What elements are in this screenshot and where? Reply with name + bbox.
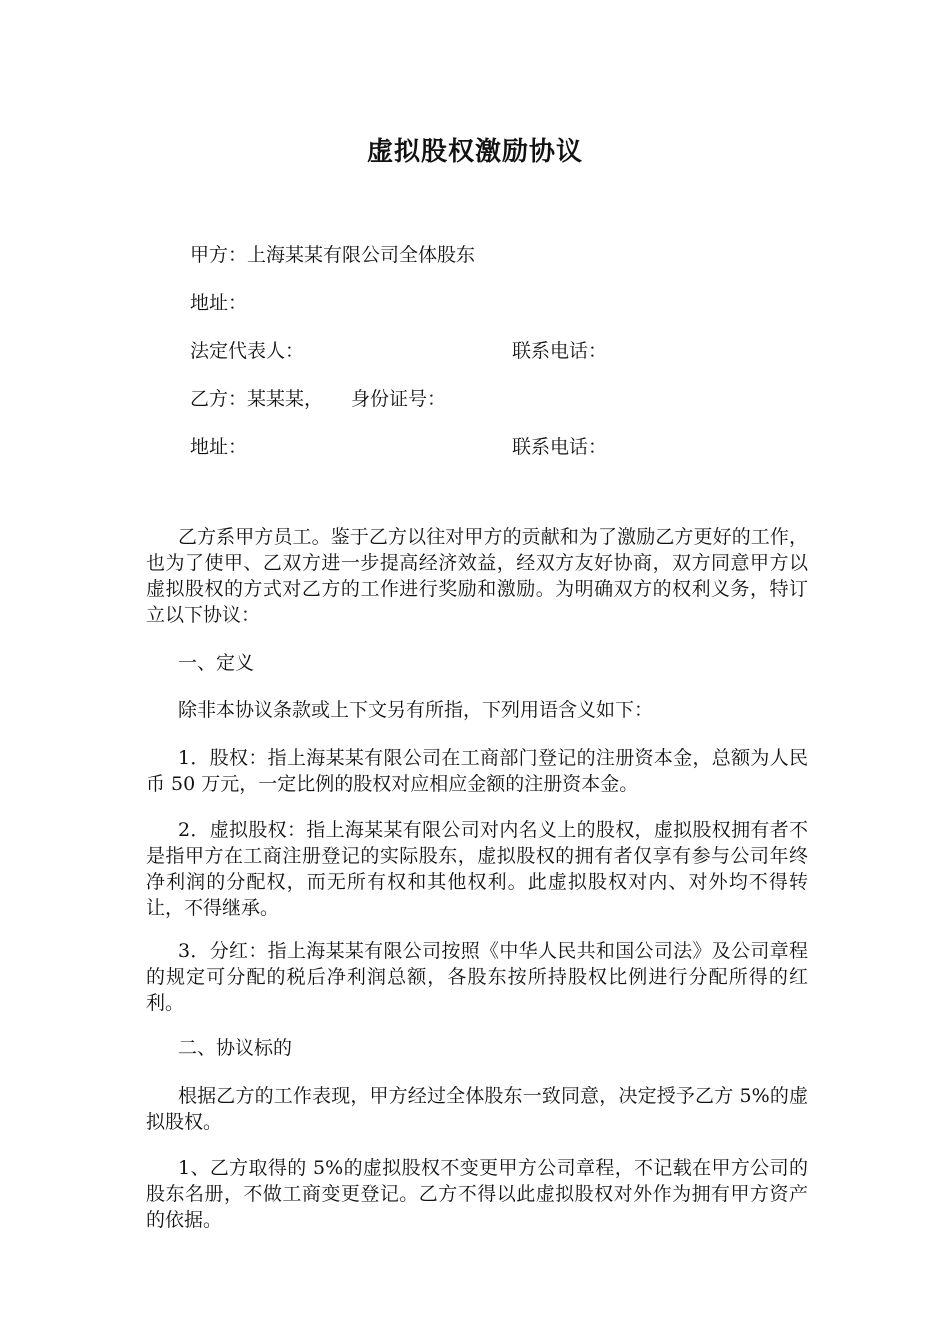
- party-b-address: 地址：: [190, 436, 248, 458]
- definition-item-dividend: 3．分红：指上海某某有限公司按照《中华人民共和国公司法》及公司章程的规定可分配的税后净利润总额，各股东按所持股权比例进行分配所得的红利。: [146, 940, 808, 1014]
- section-2-paragraph-2: 1、乙方取得的 5%的虚拟股权不变更甲方公司章程，不记载在甲方公司的股东名册，不做工商变更登记。乙方不得以此虚拟股权对外作为拥有甲方资产的依据。: [146, 1157, 808, 1231]
- section-2-heading: 二、协议标的: [178, 1037, 293, 1059]
- document-title: 虚拟股权激励协议: [366, 137, 583, 167]
- section-1-heading: 一、定义: [178, 652, 255, 674]
- party-b-id-number: 身份证号：: [351, 388, 447, 410]
- party-a-line: 甲方：上海某某有限公司全体股东: [190, 244, 476, 266]
- legal-representative: 法定代表人：: [190, 340, 305, 362]
- party-b-name: 乙方：某某某，: [190, 388, 324, 410]
- definition-item-virtual-equity: 2．虚拟股权：指上海某某有限公司对内名义上的股权，虚拟股权拥有者不是指甲方在工商注册登记的实际股东，虚拟股权的拥有者仅享有参与公司年终净利润的分配权，而无所有权和其他权利。此虚拟股权对内、对外均不得转让，不得继承。: [146, 819, 808, 919]
- section-1-intro: 除非本协议条款或上下文另有所指，下列用语含义如下：: [178, 699, 654, 721]
- party-b-line: [190, 387, 446, 411]
- party-b-phone: 联系电话：: [512, 436, 608, 458]
- section-2-paragraph-1: 根据乙方的工作表现，甲方经过全体股东一致同意，决定授予乙方 5%的虚拟股权。: [146, 1085, 808, 1133]
- definition-item-equity: 1．股权：指上海某某有限公司在工商部门登记的注册资本金，总额为人民币 50 万元，一定比例的股权对应相应金额的注册资本金。: [146, 747, 808, 795]
- preamble-paragraph: 乙方系甲方员工。鉴于乙方以往对甲方的贡献和为了激励乙方更好的工作，也为了使甲、乙双方进一步提高经济效益，经双方友好协商，双方同意甲方以虚拟股权的方式对乙方的工作进行奖励和激励。为明确双方的权利义务，特订立以下协议：: [146, 526, 808, 626]
- party-a-phone: 联系电话：: [512, 340, 608, 362]
- party-a-address: 地址：: [190, 292, 248, 314]
